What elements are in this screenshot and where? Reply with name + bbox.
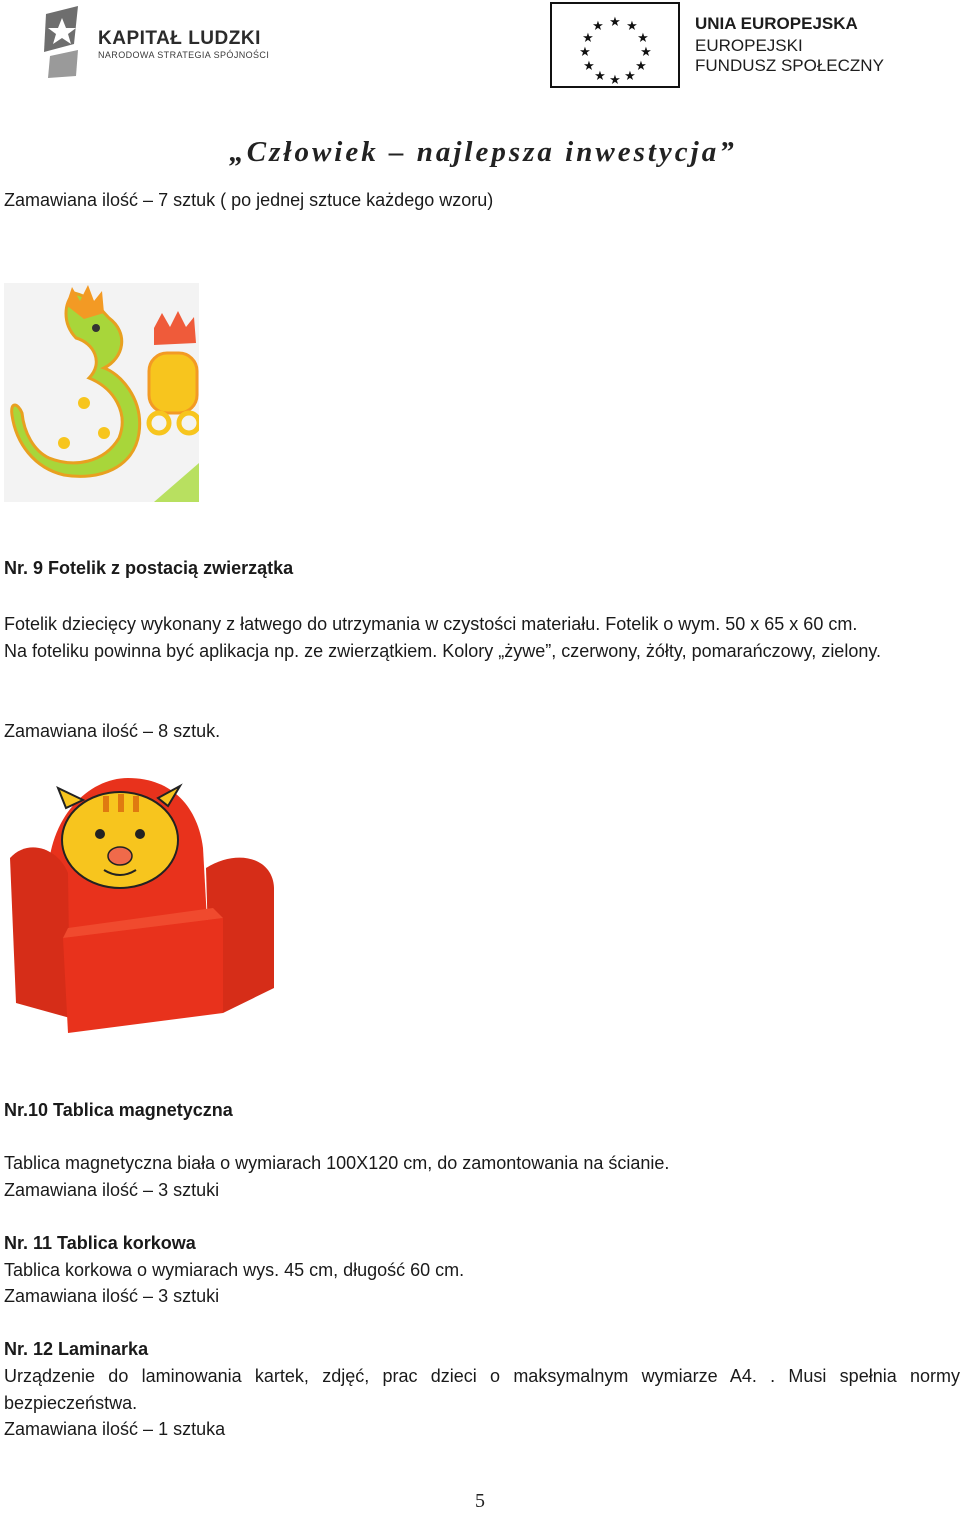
page-header [0, 0, 960, 100]
kapital-ludzki-subtitle: NARODOWA STRATEGIA SPÓJNOŚCI [98, 50, 270, 60]
item-11-heading: Nr. 11 Tablica korkowa [4, 1233, 196, 1253]
svg-text:★: ★ [609, 14, 621, 29]
item-10-quantity: Zamawiana ilość – 3 sztuki [4, 1180, 220, 1200]
svg-text:★: ★ [579, 44, 591, 59]
eu-fund-line2: FUNDUSZ SPOŁECZNY [695, 56, 884, 75]
svg-text:★: ★ [582, 30, 594, 45]
item-9-description-line1: Fotelik dziecięcy wykonany z łatwego do utrzymania w czystości materiału. Fotelik o wym. 50 x 65 x 60 cm. [4, 614, 858, 634]
svg-text:★: ★ [592, 18, 604, 33]
eu-flag-icon [550, 2, 680, 88]
item-12-heading: Nr. 12 Laminarka [4, 1339, 149, 1359]
motto: „Człowiek – najlepsza inwestycja” [229, 136, 737, 168]
item-10-heading: Nr.10 Tablica magnetyczna [4, 1100, 233, 1120]
dragon-wall-decoration-image [4, 283, 199, 502]
svg-text:★: ★ [609, 72, 621, 86]
svg-text:★: ★ [594, 68, 606, 83]
item-12-quantity: Zamawiana ilość – 1 sztuka [4, 1419, 226, 1439]
item-12-description: Urządzenie do laminowania kartek, zdjęć, prac dzieci o maksymalnym wymiarze A4. . Musi spełnia normy bezpieczeństwa. [4, 1366, 960, 1413]
eu-fund-line1: EUROPEJSKI [695, 36, 803, 55]
svg-text:★: ★ [635, 58, 647, 73]
item-11-description: Tablica korkowa o wymiarach wys. 45 cm, długość 60 cm. [4, 1260, 465, 1280]
item-10-description: Tablica magnetyczna biała o wymiarach 100X120 cm, do zamontowania na ścianie. [4, 1153, 670, 1173]
svg-text:★: ★ [624, 68, 636, 83]
kapital-ludzki-emblem-icon [38, 4, 98, 80]
tiger-armchair-image [8, 778, 276, 1034]
item-9-heading: Nr. 9 Fotelik z postacią zwierzątka [4, 558, 294, 578]
eu-stars-icon [552, 4, 678, 86]
kapital-ludzki-title: KAPITAŁ LUDZKI [98, 28, 261, 49]
svg-text:★: ★ [583, 58, 595, 73]
item-11-quantity: Zamawiana ilość – 3 sztuki [4, 1286, 220, 1306]
page-number: 5 [475, 1490, 485, 1512]
svg-text:★: ★ [640, 44, 652, 59]
eu-title: UNIA EUROPEJSKA [695, 14, 858, 33]
top-quantity: Zamawiana ilość – 7 sztuk ( po jednej sztuce każdego wzoru) [4, 190, 494, 210]
item-9-description-line2: Na foteliku powinna być aplikacja np. ze zwierzątkiem. Kolory „żywe”, czerwony, żółty, pomarańczowy, zielony. [4, 641, 882, 661]
svg-text:★: ★ [626, 18, 638, 33]
item-9-quantity: Zamawiana ilość – 8 sztuk. [4, 721, 221, 741]
svg-text:★: ★ [637, 30, 649, 45]
